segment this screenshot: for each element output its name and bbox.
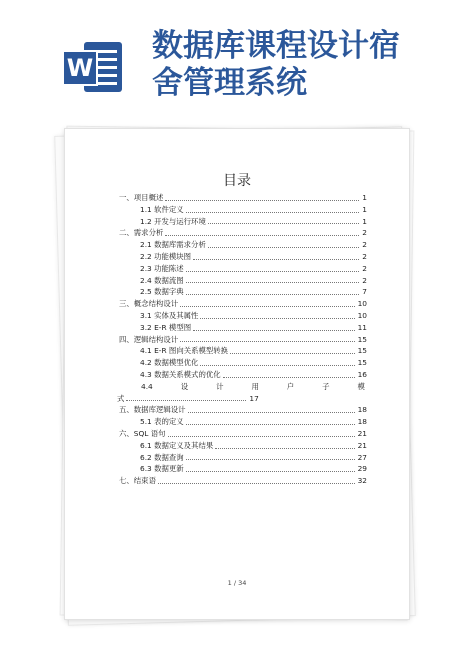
toc-entry[interactable]: 2.4 数据流图 2 <box>140 275 367 285</box>
toc-entry[interactable]: 6.2 数据查询 27 <box>140 452 367 462</box>
toc-entry[interactable]: 三、概念结构设计 10 <box>119 299 367 309</box>
toc-entry[interactable]: 四、逻辑结构设计 15 <box>119 334 367 344</box>
toc-entry[interactable]: 五、数据库逻辑设计 18 <box>119 405 367 415</box>
toc-entry[interactable]: 3.2 E-R 模型图 11 <box>140 322 367 332</box>
toc-entry[interactable]: 1.1 软件定义 1 <box>140 204 367 214</box>
toc-entry[interactable]: 一、项目概述 1 <box>119 193 367 202</box>
toc-entry[interactable]: 2.1 数据库需求分析 2 <box>140 240 367 250</box>
toc-entry[interactable]: 2.5 数据字典 7 <box>140 287 367 297</box>
toc-entry[interactable]: 4.2 数据模型优化 15 <box>140 358 367 368</box>
toc-entry[interactable]: 2.3 功能陈述 2 <box>140 263 367 273</box>
toc-entry[interactable]: 1.2 开发与运行环境 1 <box>140 216 367 226</box>
toc-entry[interactable]: 4.1 E-R 图向关系模型转换 15 <box>140 346 367 356</box>
toc-entry[interactable]: 六、SQL 语句 21 <box>119 428 367 438</box>
toc-entry[interactable]: 6.3 数据更新 29 <box>140 464 367 474</box>
toc-entry[interactable]: 2.2 功能模块图 2 <box>140 251 367 261</box>
page-number: 1 / 34 <box>227 579 247 587</box>
toc-entry[interactable]: 七、结束语 32 <box>119 476 367 486</box>
toc-entry[interactable]: 5.1 表的定义 18 <box>140 417 367 427</box>
toc-entry[interactable]: 二、需求分析 2 <box>119 228 367 238</box>
toc-entry-justified[interactable]: 4.4 设 计 用 户 子 模 <box>141 381 365 391</box>
toc-entry[interactable]: 3.1 实体及其属性 10 <box>140 310 367 320</box>
document-page <box>64 128 410 620</box>
toc-heading: 目录 <box>223 173 251 189</box>
word-icon-letter: W <box>62 50 98 86</box>
table-of-contents <box>119 192 367 487</box>
word-document-icon <box>62 36 124 98</box>
toc-entry[interactable]: 4.3 数据关系模式的优化 16 <box>140 369 367 379</box>
document-title: 数据库课程设计宿舍管理系统 <box>152 28 400 101</box>
toc-entry-continuation[interactable]: 式 17 <box>117 393 259 403</box>
toc-entry[interactable]: 6.1 数据定义及其结果 21 <box>140 440 367 450</box>
